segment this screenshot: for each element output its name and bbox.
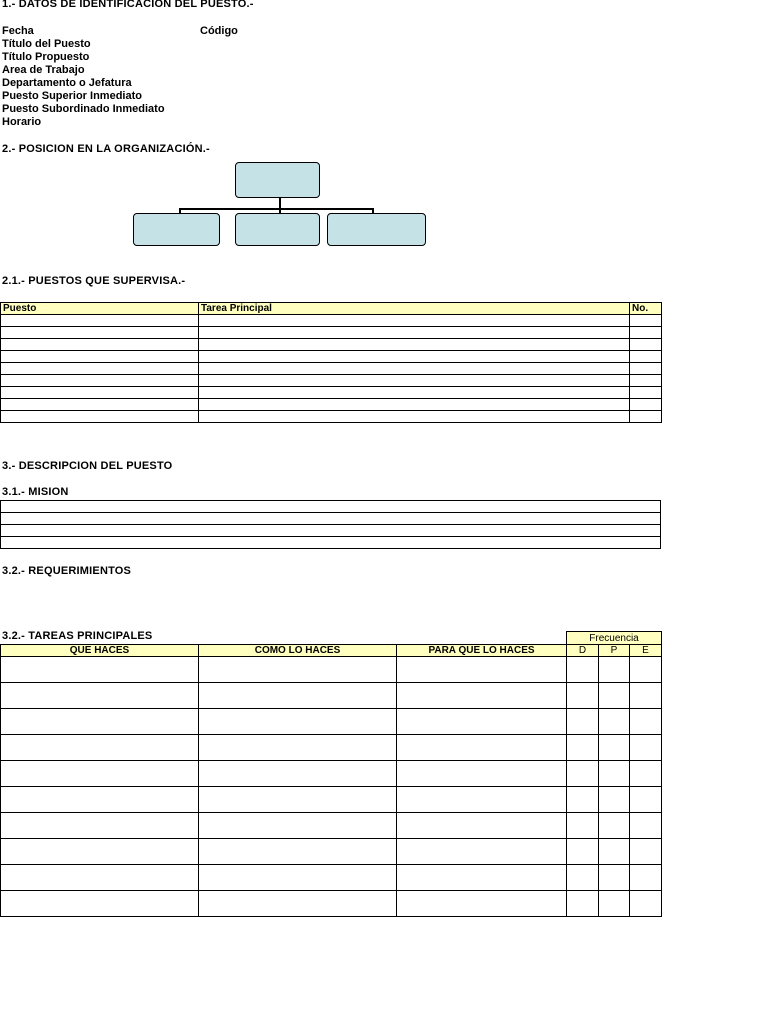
table-row (1, 327, 662, 339)
table-cell[interactable] (397, 813, 567, 839)
table-row (1, 657, 662, 683)
field-departamento: Departamento o Jefatura (2, 77, 132, 89)
table-row (1, 501, 661, 513)
table-cell[interactable] (599, 761, 630, 787)
table-cell[interactable] (1, 513, 661, 525)
tareas-table (0, 644, 662, 917)
table-cell[interactable] (1, 683, 199, 709)
supervisa-table (0, 302, 662, 423)
field-codigo: Código (200, 25, 238, 37)
table-cell[interactable] (630, 327, 662, 339)
table-cell[interactable] (630, 351, 662, 363)
table-cell[interactable] (199, 411, 630, 423)
table-row (1, 375, 662, 387)
table-cell[interactable] (1, 339, 199, 351)
org-box-left (133, 213, 220, 246)
table-cell[interactable] (1, 525, 661, 537)
table-cell[interactable] (599, 787, 630, 813)
section-32-requerimientos-title: 3.2.- REQUERIMIENTOS (2, 565, 132, 577)
table-cell[interactable] (199, 891, 397, 917)
table-cell[interactable] (630, 761, 662, 787)
section-31-title: 3.1.- MISION (2, 486, 69, 498)
table-cell[interactable] (630, 375, 662, 387)
table-cell[interactable] (567, 657, 599, 683)
table-cell[interactable] (630, 387, 662, 399)
table-cell[interactable] (1, 375, 199, 387)
field-titulo-propuesto: Título Propuesto (2, 51, 90, 63)
table-cell[interactable] (199, 339, 630, 351)
table-cell[interactable] (1, 735, 199, 761)
table-cell[interactable] (1, 501, 661, 513)
section-32-tareas-title: 3.2.- TAREAS PRINCIPALES (2, 630, 153, 642)
field-horario: Horario (2, 116, 42, 128)
table-cell[interactable] (1, 327, 199, 339)
table-cell[interactable] (199, 399, 630, 411)
table-cell[interactable] (630, 891, 662, 917)
table-cell[interactable] (630, 315, 662, 327)
header-como-lo-haces: COMO LO HACES (199, 645, 397, 657)
table-cell[interactable] (1, 537, 661, 549)
table-cell[interactable] (630, 657, 662, 683)
table-row (1, 735, 662, 761)
table-cell[interactable] (630, 839, 662, 865)
table-cell[interactable] (630, 363, 662, 375)
table-row (1, 761, 662, 787)
table-cell[interactable] (199, 735, 397, 761)
table-cell[interactable] (599, 657, 630, 683)
table-cell[interactable] (397, 683, 567, 709)
table-cell[interactable] (397, 865, 567, 891)
table-row (1, 387, 662, 399)
table-cell[interactable] (567, 813, 599, 839)
table-row (1, 891, 662, 917)
table-cell[interactable] (630, 865, 662, 891)
table-cell[interactable] (1, 411, 199, 423)
table-cell[interactable] (567, 709, 599, 735)
table-cell[interactable] (1, 315, 199, 327)
table-cell[interactable] (199, 315, 630, 327)
table-row (1, 411, 662, 423)
table-row (1, 709, 662, 735)
table-row (1, 839, 662, 865)
table-cell[interactable] (630, 709, 662, 735)
table-row (1, 315, 662, 327)
mision-table (0, 500, 661, 549)
table-cell[interactable] (397, 787, 567, 813)
table-cell[interactable] (599, 891, 630, 917)
table-cell[interactable] (567, 865, 599, 891)
table-cell[interactable] (1, 351, 199, 363)
section-1-title: 1.- DATOS DE IDENTIFICACION DEL PUESTO.- (2, 0, 254, 10)
field-puesto-superior: Puesto Superior Inmediato (2, 90, 142, 102)
field-fecha: Fecha (2, 25, 34, 37)
table-cell[interactable] (397, 657, 567, 683)
header-para-que-lo-haces: PARA QUE LO HACES (397, 645, 567, 657)
table-cell[interactable] (599, 839, 630, 865)
frecuencia-header: Frecuencia (566, 631, 662, 645)
table-cell[interactable] (199, 363, 630, 375)
section-2-title: 2.- POSICION EN LA ORGANIZACIÓN.- (2, 143, 210, 155)
table-cell[interactable] (599, 709, 630, 735)
table-cell[interactable] (630, 735, 662, 761)
header-puesto: Puesto (1, 303, 199, 315)
table-row (1, 513, 661, 525)
table-cell[interactable] (1, 813, 199, 839)
table-cell[interactable] (567, 787, 599, 813)
table-cell[interactable] (599, 813, 630, 839)
table-row (1, 537, 661, 549)
table-cell[interactable] (199, 327, 630, 339)
org-chart (0, 0, 768, 260)
header-d: D (567, 645, 599, 657)
table-row (1, 683, 662, 709)
table-cell[interactable] (199, 351, 630, 363)
table-row (1, 399, 662, 411)
table-row (1, 351, 662, 363)
table-cell[interactable] (1, 891, 199, 917)
table-cell[interactable] (630, 787, 662, 813)
table-row (1, 363, 662, 375)
header-e: E (630, 645, 662, 657)
table-cell[interactable] (567, 683, 599, 709)
table-cell[interactable] (567, 839, 599, 865)
table-cell[interactable] (199, 709, 397, 735)
table-cell[interactable] (567, 735, 599, 761)
table-cell[interactable] (599, 865, 630, 891)
table-cell[interactable] (397, 761, 567, 787)
table-cell[interactable] (397, 709, 567, 735)
table-row (1, 865, 662, 891)
table-cell[interactable] (630, 339, 662, 351)
header-no: No. (630, 303, 662, 315)
table-cell[interactable] (199, 761, 397, 787)
table-cell[interactable] (599, 683, 630, 709)
table-cell[interactable] (199, 839, 397, 865)
org-box-right (327, 213, 426, 246)
table-cell[interactable] (199, 375, 630, 387)
table-cell[interactable] (567, 891, 599, 917)
table-row (1, 525, 661, 537)
table-cell[interactable] (630, 813, 662, 839)
table-header-row (1, 645, 662, 657)
table-cell[interactable] (199, 683, 397, 709)
table-cell[interactable] (397, 891, 567, 917)
header-tarea-principal: Tarea Principal (199, 303, 630, 315)
table-cell[interactable] (1, 387, 199, 399)
table-cell[interactable] (567, 761, 599, 787)
header-que-haces: QUE HACES (1, 645, 199, 657)
field-area-trabajo: Area de Trabajo (2, 64, 85, 76)
org-box-top (235, 162, 320, 198)
table-cell[interactable] (1, 865, 199, 891)
table-row (1, 787, 662, 813)
org-box-middle (235, 213, 320, 246)
section-3-title: 3.- DESCRIPCION DEL PUESTO (2, 460, 173, 472)
table-cell[interactable] (199, 865, 397, 891)
table-cell[interactable] (1, 761, 199, 787)
section-21-title: 2.1.- PUESTOS QUE SUPERVISA.- (2, 275, 186, 287)
table-header-row (1, 303, 662, 315)
table-cell[interactable] (397, 735, 567, 761)
table-cell[interactable] (1, 363, 199, 375)
table-cell[interactable] (199, 813, 397, 839)
header-p: P (599, 645, 630, 657)
table-cell[interactable] (199, 387, 630, 399)
field-titulo-puesto: Título del Puesto (2, 38, 91, 50)
table-cell[interactable] (1, 839, 199, 865)
table-cell[interactable] (1, 399, 199, 411)
table-cell[interactable] (199, 787, 397, 813)
table-cell[interactable] (1, 787, 199, 813)
table-row (1, 339, 662, 351)
table-cell[interactable] (630, 411, 662, 423)
table-cell[interactable] (630, 399, 662, 411)
table-cell[interactable] (397, 839, 567, 865)
table-cell[interactable] (630, 683, 662, 709)
table-cell[interactable] (1, 709, 199, 735)
field-puesto-subordinado: Puesto Subordinado Inmediato (2, 103, 165, 115)
table-row (1, 813, 662, 839)
org-connector (179, 208, 374, 210)
table-cell[interactable] (199, 657, 397, 683)
table-cell[interactable] (1, 657, 199, 683)
table-cell[interactable] (599, 735, 630, 761)
